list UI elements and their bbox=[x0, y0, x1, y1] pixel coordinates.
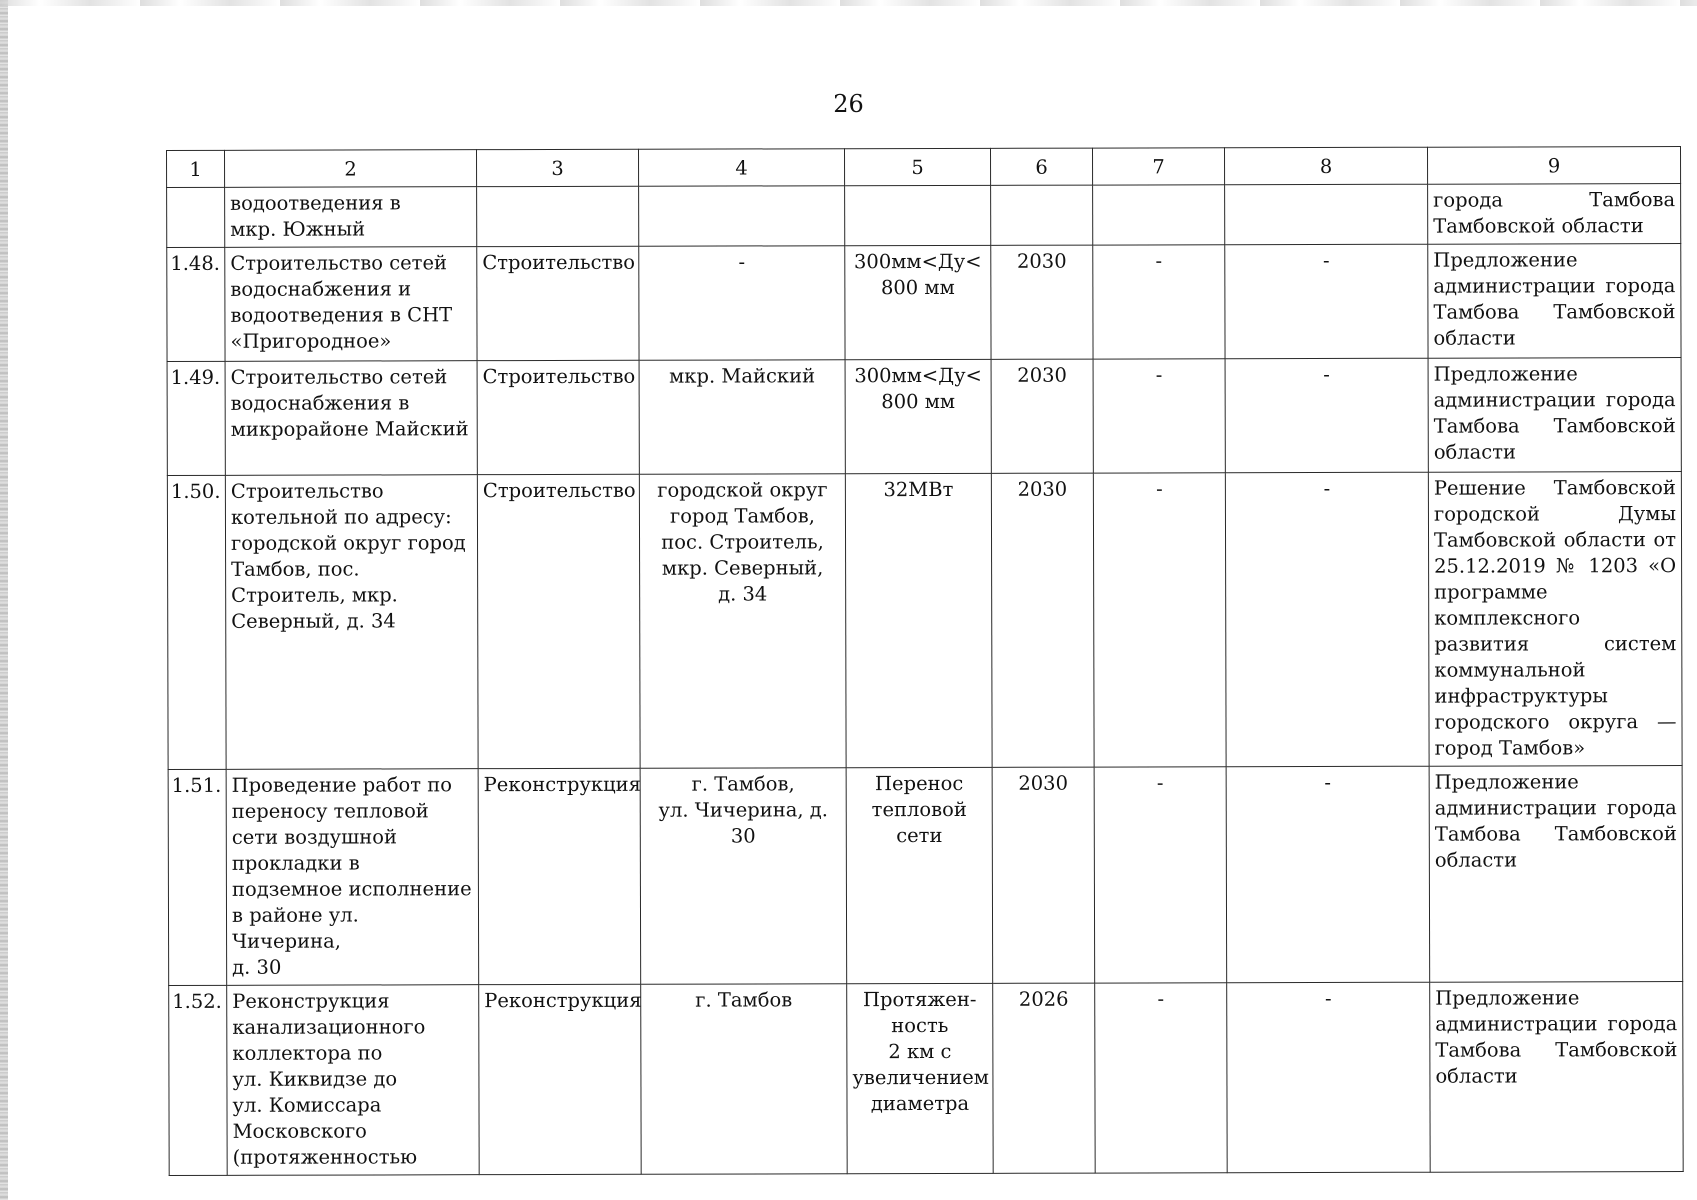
row-number: 1.48. bbox=[167, 247, 225, 361]
work-type: Строительство bbox=[477, 474, 640, 768]
column-7-value: - bbox=[1094, 767, 1227, 983]
column-7-value: - bbox=[1093, 359, 1225, 473]
column-header: 3 bbox=[477, 149, 639, 186]
column-header: 9 bbox=[1427, 147, 1680, 185]
row-number: 1.51. bbox=[168, 769, 227, 985]
column-8-value: - bbox=[1225, 358, 1428, 473]
column-header: 5 bbox=[844, 148, 990, 185]
location: мкр. Майский bbox=[639, 360, 845, 475]
basis: Предложение администрации города Тамбова Тамбовской области bbox=[1428, 244, 1681, 359]
column-8-value: - bbox=[1226, 766, 1430, 983]
project-name: Проведение работ по переносу тепловой сети воздушной прокладки в подземное исполнение в районе ул. Чичерина, д. 30 bbox=[226, 769, 479, 986]
header-row bbox=[167, 147, 1681, 188]
scan-edge-artifact bbox=[0, 0, 8, 1200]
work-type: Строительство bbox=[477, 360, 639, 474]
column-8-value: - bbox=[1227, 982, 1430, 1173]
capacity: 300мм<Ду< 800 мм bbox=[845, 359, 991, 473]
column-7-value bbox=[1093, 185, 1225, 245]
column-8-value: - bbox=[1225, 472, 1429, 767]
work-type: Реконструкция bbox=[478, 768, 641, 984]
table-row bbox=[169, 982, 1683, 1176]
basis: города Тамбова Тамбовской области bbox=[1428, 184, 1681, 245]
year: 2030 bbox=[991, 245, 1093, 359]
project-name: Строительство сетей водоснабжения в микрорайоне Майский bbox=[225, 361, 477, 476]
location: городской округ город Тамбов, пос. Строитель, мкр. Северный, д. 34 bbox=[639, 474, 846, 769]
capacity: Перенос тепловой сети bbox=[846, 767, 993, 983]
column-8-value bbox=[1225, 184, 1428, 245]
project-name: водоотведения в мкр. Южный bbox=[225, 187, 477, 248]
basis: Предложение администрации города Тамбова Тамбовской области bbox=[1430, 982, 1683, 1173]
table-row bbox=[167, 358, 1681, 476]
table-row bbox=[167, 472, 1682, 770]
location: г. Тамбов, ул. Чичерина, д. 30 bbox=[640, 768, 847, 985]
capacity: Протяжен- ность 2 км с увеличением диаметра bbox=[847, 983, 993, 1173]
year: 2030 bbox=[991, 359, 1093, 473]
year: 2026 bbox=[993, 983, 1095, 1173]
project-table bbox=[166, 146, 1684, 1176]
year: 2030 bbox=[992, 767, 1095, 983]
project-name: Строительство котельной по адресу: городской округ город Тамбов, пос. Строитель, мкр. Северный, д. 34 bbox=[225, 475, 478, 770]
capacity bbox=[845, 185, 991, 245]
year bbox=[991, 185, 1093, 245]
table-row bbox=[167, 184, 1681, 248]
table-row bbox=[168, 766, 1683, 986]
row-number: 1.50. bbox=[167, 475, 226, 769]
project-name: Реконструкция канализационного коллектора по ул. Киквидзе до ул. Комиссара Московского (протяженностью bbox=[227, 985, 479, 1176]
column-7-value: - bbox=[1093, 245, 1225, 359]
basis: Предложение администрации города Тамбова Тамбовской области bbox=[1428, 358, 1681, 473]
location: - bbox=[639, 246, 845, 361]
column-header: 6 bbox=[990, 148, 1092, 185]
location bbox=[639, 186, 845, 247]
basis: Решение Тамбовской городской Думы Тамбовской области от 25.12.2019 № 1203 «О программе комплексного развития систем коммунальной инфраструктуры городского округа — город Тамбов» bbox=[1428, 472, 1682, 767]
scan-top-artifact bbox=[0, 0, 1697, 6]
work-type: Строительство bbox=[477, 246, 639, 360]
work-type: Реконструкция bbox=[479, 984, 641, 1174]
row-number: 1.52. bbox=[169, 985, 227, 1175]
column-7-value: - bbox=[1095, 983, 1227, 1173]
column-header: 4 bbox=[638, 149, 844, 187]
table-row bbox=[167, 244, 1681, 362]
column-header: 1 bbox=[167, 150, 225, 187]
capacity: 300мм<Ду< 800 мм bbox=[845, 245, 991, 359]
project-name: Строительство сетей водоснабжения и водоотведения в СНТ «Пригородное» bbox=[225, 247, 477, 362]
year: 2030 bbox=[991, 473, 1094, 767]
column-header: 2 bbox=[225, 150, 477, 188]
row-number bbox=[167, 187, 225, 247]
column-header: 8 bbox=[1224, 147, 1427, 185]
page-number: 26 bbox=[833, 90, 864, 118]
work-type bbox=[477, 186, 639, 246]
column-header: 7 bbox=[1092, 148, 1224, 185]
location: г. Тамбов bbox=[641, 984, 847, 1175]
column-8-value: - bbox=[1225, 244, 1428, 359]
row-number: 1.49. bbox=[167, 361, 225, 475]
column-7-value: - bbox=[1093, 473, 1226, 767]
basis: Предложение администрации города Тамбова Тамбовской области bbox=[1429, 766, 1683, 983]
capacity: 32МВт bbox=[845, 473, 992, 767]
